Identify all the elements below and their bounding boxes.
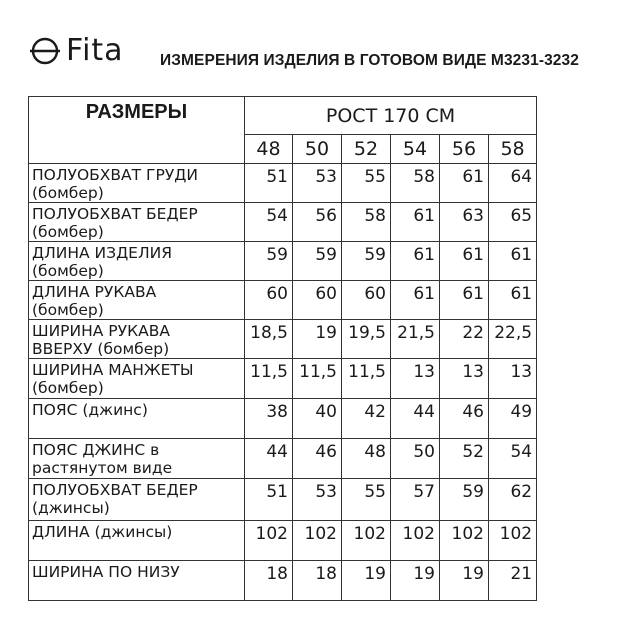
measurement-value: 13 bbox=[489, 359, 537, 399]
table-row bbox=[29, 320, 537, 359]
measurement-value: 18 bbox=[245, 561, 293, 601]
measurement-value: 46 bbox=[440, 399, 489, 439]
measurement-name-line bbox=[32, 541, 244, 559]
measurement-name-line: ПОЯС (джинс) bbox=[32, 401, 148, 419]
measurement-value: 11,5 bbox=[342, 359, 391, 399]
measurement-value: 53 bbox=[293, 479, 342, 521]
table-row bbox=[29, 439, 537, 479]
measurement-value: 61 bbox=[391, 281, 440, 320]
sizes-header: РАЗМЕРЫ bbox=[29, 97, 245, 164]
size-header-cell: 58 bbox=[489, 135, 537, 164]
measurement-value: 54 bbox=[245, 203, 293, 242]
measurement-value: 102 bbox=[245, 521, 293, 561]
measurement-value: 19 bbox=[440, 561, 489, 601]
measurement-name-line: ДЛИНА (джинсы) bbox=[32, 523, 173, 541]
measurement-value: 63 bbox=[440, 203, 489, 242]
measurement-name-line bbox=[32, 581, 244, 599]
measurement-value: 58 bbox=[342, 203, 391, 242]
size-header-cell: 56 bbox=[440, 135, 489, 164]
measurement-name bbox=[29, 399, 245, 439]
measurement-value: 21 bbox=[489, 561, 537, 601]
measurement-name bbox=[29, 281, 245, 320]
measurement-name-line: ПОЯС ДЖИНС в bbox=[32, 441, 160, 459]
measurement-value: 55 bbox=[342, 479, 391, 521]
measurement-value: 62 bbox=[489, 479, 537, 521]
document-title: ИЗМЕРЕНИЯ ИЗДЕЛИЯ В ГОТОВОМ ВИДЕ М3231-3232 bbox=[160, 52, 579, 69]
size-header-cell: 54 bbox=[391, 135, 440, 164]
measurement-name bbox=[29, 320, 245, 359]
measurement-value: 59 bbox=[245, 242, 293, 281]
measurement-name-line: (джинсы) bbox=[32, 499, 110, 517]
measurement-name-line: ПОЛУОБХВАТ ГРУДИ bbox=[32, 166, 198, 184]
measurement-value: 59 bbox=[293, 242, 342, 281]
measurement-value: 22,5 bbox=[489, 320, 537, 359]
measurement-value: 102 bbox=[489, 521, 537, 561]
measurement-value: 65 bbox=[489, 203, 537, 242]
brand-logo bbox=[30, 33, 124, 68]
measurement-value: 61 bbox=[391, 242, 440, 281]
measurement-name-line: ПОЛУОБХВАТ БЕДЕР bbox=[32, 481, 198, 499]
measurement-name bbox=[29, 521, 245, 561]
measurement-value: 64 bbox=[489, 164, 537, 203]
measurement-value: 22 bbox=[440, 320, 489, 359]
measurement-name-line: растянутом виде bbox=[32, 459, 173, 477]
measurement-value: 102 bbox=[342, 521, 391, 561]
measurement-value: 48 bbox=[342, 439, 391, 479]
measurement-value: 51 bbox=[245, 479, 293, 521]
measurement-value: 13 bbox=[391, 359, 440, 399]
table-row bbox=[29, 359, 537, 399]
measurement-value: 40 bbox=[293, 399, 342, 439]
measurement-value: 46 bbox=[293, 439, 342, 479]
measurement-name bbox=[29, 479, 245, 521]
measurement-value: 56 bbox=[293, 203, 342, 242]
measurement-value: 55 bbox=[342, 164, 391, 203]
measurement-name-line: ШИРИНА ПО НИЗУ bbox=[32, 563, 180, 581]
measurement-value: 19 bbox=[293, 320, 342, 359]
height-header: РОСТ 170 СМ bbox=[245, 97, 537, 135]
measurement-name-line: ПОЛУОБХВАТ БЕДЕР bbox=[32, 205, 198, 223]
measurement-value: 54 bbox=[489, 439, 537, 479]
measurement-value: 44 bbox=[245, 439, 293, 479]
table-row bbox=[29, 281, 537, 320]
measurement-value: 49 bbox=[489, 399, 537, 439]
measurement-value: 102 bbox=[293, 521, 342, 561]
measurement-value: 58 bbox=[391, 164, 440, 203]
table-row bbox=[29, 479, 537, 521]
measurement-name-line bbox=[32, 419, 244, 437]
measurement-name bbox=[29, 203, 245, 242]
measurement-value: 61 bbox=[489, 281, 537, 320]
measurement-name-line: (бомбер) bbox=[32, 301, 104, 319]
measurement-value: 11,5 bbox=[245, 359, 293, 399]
size-header-cell: 48 bbox=[245, 135, 293, 164]
table-row bbox=[29, 561, 537, 601]
measurement-value: 102 bbox=[391, 521, 440, 561]
measurement-value: 13 bbox=[440, 359, 489, 399]
measurement-value: 59 bbox=[342, 242, 391, 281]
measurement-value: 61 bbox=[440, 164, 489, 203]
measurement-value: 60 bbox=[293, 281, 342, 320]
measurement-value: 102 bbox=[440, 521, 489, 561]
size-header-cell: 52 bbox=[342, 135, 391, 164]
measurement-value: 21,5 bbox=[391, 320, 440, 359]
measurement-value: 61 bbox=[440, 242, 489, 281]
measurement-value: 51 bbox=[245, 164, 293, 203]
table-row bbox=[29, 203, 537, 242]
measurement-value: 52 bbox=[440, 439, 489, 479]
measurement-value: 19 bbox=[342, 561, 391, 601]
measurement-value: 57 bbox=[391, 479, 440, 521]
measurement-value: 53 bbox=[293, 164, 342, 203]
measurement-value: 61 bbox=[489, 242, 537, 281]
measurement-name bbox=[29, 439, 245, 479]
measurements-body bbox=[29, 164, 537, 601]
measurement-value: 18 bbox=[293, 561, 342, 601]
measurement-value: 60 bbox=[342, 281, 391, 320]
measurement-value: 61 bbox=[391, 203, 440, 242]
measurement-value: 11,5 bbox=[293, 359, 342, 399]
measurement-name-line: ШИРИНА МАНЖЕТЫ bbox=[32, 361, 194, 379]
table-row bbox=[29, 164, 537, 203]
measurement-value: 19,5 bbox=[342, 320, 391, 359]
measurement-value: 44 bbox=[391, 399, 440, 439]
measurement-name bbox=[29, 164, 245, 203]
measurement-name bbox=[29, 242, 245, 281]
brand-name: Fita bbox=[66, 33, 124, 68]
size-chart-table bbox=[28, 96, 537, 601]
measurement-name bbox=[29, 359, 245, 399]
measurement-name-line: (бомбер) bbox=[32, 223, 104, 241]
measurement-name-line: (бомбер) bbox=[32, 262, 104, 280]
size-header-cell: 50 bbox=[293, 135, 342, 164]
measurement-name-line: ДЛИНА ИЗДЕЛИЯ bbox=[32, 244, 172, 262]
measurement-name-line: ШИРИНА РУКАВА bbox=[32, 322, 170, 340]
measurement-value: 59 bbox=[440, 479, 489, 521]
fita-o-logo-icon bbox=[30, 36, 60, 66]
measurement-name-line: ВВЕРХУ (бомбер) bbox=[32, 340, 170, 358]
table-row bbox=[29, 242, 537, 281]
measurement-name-line: ДЛИНА РУКАВА bbox=[32, 283, 157, 301]
measurement-value: 50 bbox=[391, 439, 440, 479]
measurement-name-line: (бомбер) bbox=[32, 379, 104, 397]
page-header bbox=[0, 0, 630, 96]
measurement-name bbox=[29, 561, 245, 601]
measurement-value: 61 bbox=[440, 281, 489, 320]
measurement-name-line: (бомбер) bbox=[32, 184, 104, 202]
table-row bbox=[29, 399, 537, 439]
table-row bbox=[29, 521, 537, 561]
measurement-value: 18,5 bbox=[245, 320, 293, 359]
measurement-value: 19 bbox=[391, 561, 440, 601]
measurement-value: 60 bbox=[245, 281, 293, 320]
measurement-value: 42 bbox=[342, 399, 391, 439]
measurement-value: 38 bbox=[245, 399, 293, 439]
